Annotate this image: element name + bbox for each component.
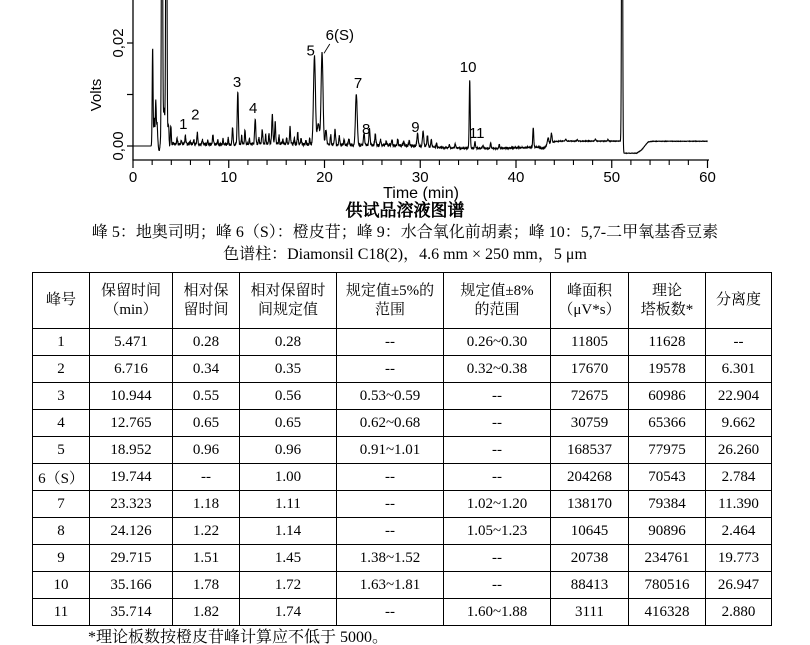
table-cell: 17670 bbox=[551, 356, 629, 383]
table-cell: 88413 bbox=[551, 572, 629, 599]
table-cell: -- bbox=[444, 437, 551, 464]
table-cell: 416328 bbox=[629, 599, 706, 626]
table-cell: 1.74 bbox=[240, 599, 337, 626]
table-row bbox=[33, 437, 772, 464]
peak-number-cell: 3 bbox=[33, 383, 90, 410]
table-cell: -- bbox=[444, 410, 551, 437]
table-cell: 1.02~1.20 bbox=[444, 491, 551, 518]
column-header: 峰面积 （μV*s） bbox=[551, 273, 629, 329]
table-cell: -- bbox=[337, 329, 444, 356]
table-row bbox=[33, 410, 772, 437]
table-cell: 30759 bbox=[551, 410, 629, 437]
table-cell: 77975 bbox=[629, 437, 706, 464]
x-tick-label: 0 bbox=[128, 169, 138, 186]
table-cell: 20738 bbox=[551, 545, 629, 572]
x-tick-label: 50 bbox=[603, 169, 621, 186]
table-cell: 10.944 bbox=[90, 383, 173, 410]
table-cell: 1.05~1.23 bbox=[444, 518, 551, 545]
peak-label: 1 bbox=[179, 116, 188, 134]
table-cell: 3111 bbox=[551, 599, 629, 626]
table-cell: 1.45 bbox=[240, 545, 337, 572]
table-cell: 2.880 bbox=[706, 599, 772, 626]
table-cell: 1.72 bbox=[240, 572, 337, 599]
column-header: 相对保 留时间 bbox=[173, 273, 240, 329]
peak-label: 11 bbox=[468, 124, 485, 142]
table-cell: 12.765 bbox=[90, 410, 173, 437]
table-cell: 79384 bbox=[629, 491, 706, 518]
table-cell: 0.55 bbox=[173, 383, 240, 410]
table-cell: 6.716 bbox=[90, 356, 173, 383]
table-cell: 0.56 bbox=[240, 383, 337, 410]
caption-section bbox=[0, 200, 810, 266]
trace-path bbox=[133, 0, 708, 153]
table-cell: 1.11 bbox=[240, 491, 337, 518]
peak-number-cell: 8 bbox=[33, 518, 90, 545]
peak-label: 4 bbox=[248, 100, 258, 118]
table-cell: 1.22 bbox=[173, 518, 240, 545]
table-cell: -- bbox=[706, 329, 772, 356]
table-row bbox=[33, 491, 772, 518]
chromatogram bbox=[0, 0, 810, 201]
table-cell: 1.18 bbox=[173, 491, 240, 518]
table-cell: 22.904 bbox=[706, 383, 772, 410]
peak-number-cell: 7 bbox=[33, 491, 90, 518]
peak-label: 6(S) bbox=[325, 26, 354, 44]
peak-identity-line: 峰 5：地奥司明；峰 6（S）：橙皮苷；峰 9：水合氧化前胡素；峰 10：5,7-二甲氧基香豆素 bbox=[91, 224, 719, 241]
table-cell: -- bbox=[337, 518, 444, 545]
peak-number-cell: 5 bbox=[33, 437, 90, 464]
table-cell: 1.63~1.81 bbox=[337, 572, 444, 599]
table-cell: 35.714 bbox=[90, 599, 173, 626]
peak6-leader-line bbox=[324, 44, 330, 53]
peak-number-cell: 11 bbox=[33, 599, 90, 626]
table-cell: 1.78 bbox=[173, 572, 240, 599]
table-cell: 26.260 bbox=[706, 437, 772, 464]
column-header: 规定值±5%的 范围 bbox=[337, 273, 444, 329]
table-cell: 24.126 bbox=[90, 518, 173, 545]
table-cell: 23.323 bbox=[90, 491, 173, 518]
table-cell: 0.28 bbox=[240, 329, 337, 356]
column-spec-line: 色谱柱：Diamonsil C18(2)，4.6 mm × 250 mm，5 μm bbox=[223, 246, 587, 263]
table-row bbox=[33, 599, 772, 626]
table-cell: 0.26~0.30 bbox=[444, 329, 551, 356]
column-header: 保留时间 （min） bbox=[90, 273, 173, 329]
table-cell: 5.471 bbox=[90, 329, 173, 356]
chart-caption-title: 供试品溶液图谱 bbox=[345, 201, 465, 220]
peak-label: 9 bbox=[411, 119, 420, 137]
table-cell: 29.715 bbox=[90, 545, 173, 572]
table-cell: 168537 bbox=[551, 437, 629, 464]
table-cell: 234761 bbox=[629, 545, 706, 572]
peak-label: 5 bbox=[306, 42, 315, 60]
x-tick-label: 40 bbox=[507, 169, 525, 186]
table-cell: 204268 bbox=[551, 464, 629, 491]
table-cell: 780516 bbox=[629, 572, 706, 599]
table-cell: 90896 bbox=[629, 518, 706, 545]
table-cell: 11628 bbox=[629, 329, 706, 356]
table-cell: 0.32~0.38 bbox=[444, 356, 551, 383]
x-tick-label: 10 bbox=[220, 169, 238, 186]
table-cell: -- bbox=[444, 464, 551, 491]
table-cell: 1.14 bbox=[240, 518, 337, 545]
table-row bbox=[33, 572, 772, 599]
y-axis-title: Volts bbox=[88, 78, 105, 112]
table-cell: -- bbox=[337, 464, 444, 491]
column-header: 峰号 bbox=[33, 273, 90, 329]
table-row bbox=[33, 329, 772, 356]
column-header: 分离度 bbox=[706, 273, 772, 329]
table-row bbox=[33, 518, 772, 545]
table-row bbox=[33, 464, 772, 491]
table-cell: -- bbox=[444, 545, 551, 572]
table-cell: 18.952 bbox=[90, 437, 173, 464]
table-cell: 19.744 bbox=[90, 464, 173, 491]
table-cell: 10645 bbox=[551, 518, 629, 545]
table-cell: 11805 bbox=[551, 329, 629, 356]
table-cell: 2.464 bbox=[706, 518, 772, 545]
x-tick-label: 60 bbox=[699, 169, 716, 186]
table-cell: 1.60~1.88 bbox=[444, 599, 551, 626]
table-cell: -- bbox=[444, 572, 551, 599]
table-cell: 1.00 bbox=[240, 464, 337, 491]
table-cell: 138170 bbox=[551, 491, 629, 518]
peak-label: 2 bbox=[191, 106, 200, 124]
table-cell: 0.65 bbox=[173, 410, 240, 437]
x-axis-title: Time (min) bbox=[383, 185, 459, 201]
table-cell: 26.947 bbox=[706, 572, 772, 599]
table-cell: 1.82 bbox=[173, 599, 240, 626]
table-cell: 35.166 bbox=[90, 572, 173, 599]
peak-number-cell: 10 bbox=[33, 572, 90, 599]
table-cell: 72675 bbox=[551, 383, 629, 410]
table-footnote: *理论板数按橙皮苷峰计算应不低于 5000。 bbox=[88, 629, 389, 645]
table-cell: -- bbox=[337, 491, 444, 518]
table-cell: 2.784 bbox=[706, 464, 772, 491]
table-cell: 0.65 bbox=[240, 410, 337, 437]
table-cell: 0.62~0.68 bbox=[337, 410, 444, 437]
table-row bbox=[33, 383, 772, 410]
table-cell: 1.38~1.52 bbox=[337, 545, 444, 572]
table-cell: 9.662 bbox=[706, 410, 772, 437]
peak-number-cell: 9 bbox=[33, 545, 90, 572]
table-cell: -- bbox=[337, 356, 444, 383]
table-row bbox=[33, 545, 772, 572]
peak-number-cell: 6（S） bbox=[33, 464, 90, 491]
table-cell: 0.35 bbox=[240, 356, 337, 383]
table-cell: 0.53~0.59 bbox=[337, 383, 444, 410]
y-tick-label: 0,02 bbox=[110, 28, 127, 58]
table-cell: 0.96 bbox=[240, 437, 337, 464]
table-cell: 70543 bbox=[629, 464, 706, 491]
table-cell: -- bbox=[444, 383, 551, 410]
y-tick-label: 0,00 bbox=[110, 131, 127, 161]
peak-label: 10 bbox=[459, 58, 477, 76]
table-cell: 0.96 bbox=[173, 437, 240, 464]
table-cell: 60986 bbox=[629, 383, 706, 410]
peak-number-cell: 1 bbox=[33, 329, 90, 356]
peak-label: 7 bbox=[353, 74, 363, 92]
column-header: 规定值±8% 的范围 bbox=[444, 273, 551, 329]
peak-number-cell: 2 bbox=[33, 356, 90, 383]
table-cell: -- bbox=[337, 599, 444, 626]
peak-table bbox=[32, 272, 772, 626]
column-header: 理论 塔板数* bbox=[629, 273, 706, 329]
peak-label: 3 bbox=[232, 73, 242, 91]
table-row bbox=[33, 356, 772, 383]
table-cell: 0.34 bbox=[173, 356, 240, 383]
peak-label: 8 bbox=[361, 121, 371, 139]
table-cell: 6.301 bbox=[706, 356, 772, 383]
table-cell: 19.773 bbox=[706, 545, 772, 572]
peak-number-cell: 4 bbox=[33, 410, 90, 437]
table-cell: 0.28 bbox=[173, 329, 240, 356]
column-header: 相对保留时 间规定值 bbox=[240, 273, 337, 329]
x-tick-label: 30 bbox=[411, 169, 429, 186]
table-cell: 1.51 bbox=[173, 545, 240, 572]
x-tick-label: 20 bbox=[316, 169, 333, 186]
table-cell: 11.390 bbox=[706, 491, 772, 518]
table-cell: -- bbox=[173, 464, 240, 491]
table-cell: 65366 bbox=[629, 410, 706, 437]
table-cell: 0.91~1.01 bbox=[337, 437, 444, 464]
table-cell: 19578 bbox=[629, 356, 706, 383]
